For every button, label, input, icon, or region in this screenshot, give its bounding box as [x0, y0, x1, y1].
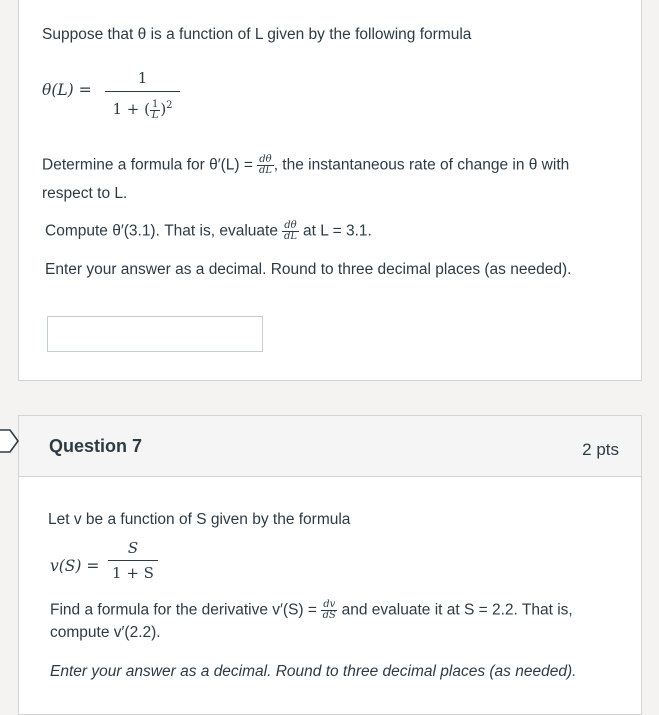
- q6-inner-den: L: [151, 109, 159, 121]
- q6-exponent: 2: [166, 100, 173, 111]
- q6-compute-line: [45, 221, 372, 242]
- q6-determine-frac-num: dθ: [259, 154, 272, 165]
- q6-compute-frac-den: dL: [283, 231, 297, 242]
- q6-inner-frac: [150, 100, 160, 121]
- q7-instruction: Enter your answer as a decimal. Round to three decimal places (as needed).: [50, 663, 577, 680]
- q7-find-line2: compute v′(2.2).: [50, 624, 161, 641]
- q6-denom-prefix: 1 + (: [112, 100, 150, 118]
- q7-find-frac: [321, 600, 337, 621]
- q6-formula-numerator: 1: [137, 69, 148, 87]
- question-7-header: [19, 416, 641, 477]
- q7-intro: Let v be a function of S given by the formula: [48, 511, 351, 528]
- q7-find-line: [50, 600, 573, 621]
- flag-icon[interactable]: [0, 428, 20, 454]
- question-7-points: 2 pts: [582, 440, 619, 459]
- q6-answer-input[interactable]: [47, 316, 263, 352]
- q7-find-frac-den: dS: [322, 610, 336, 621]
- q6-determine-line: [42, 155, 569, 176]
- q6-instruction: Enter your answer as a decimal. Round to three decimal places (as needed).: [45, 261, 572, 278]
- q6-compute-text-a: Compute θ′(3.1). That is, evaluate: [45, 222, 278, 240]
- q6-determine-frac: [257, 155, 273, 176]
- q6-determine-text-a: Determine a formula for θ′(L) =: [42, 156, 253, 174]
- q6-intro: Suppose that θ is a function of L given by the following formula: [42, 26, 472, 43]
- q6-fraction-bar: [105, 91, 180, 92]
- q6-inner-num: 1: [151, 98, 159, 110]
- q6-compute-frac: [282, 221, 298, 242]
- q7-find-text-a: Find a formula for the derivative v′(S) =: [50, 601, 317, 619]
- question-7-title: Question 7: [49, 436, 143, 456]
- q7-formula-denominator: 1 + S: [112, 564, 154, 582]
- q7-formula-fraction: [108, 538, 158, 583]
- q6-determine-line2: respect to L.: [42, 185, 128, 202]
- q6-determine-frac-den: dL: [258, 165, 272, 176]
- q6-denom-suffix: ): [160, 100, 167, 118]
- q7-find-frac-num: dv: [323, 599, 336, 610]
- q7-find-text-b: and evaluate it at S = 2.2. That is,: [341, 601, 573, 619]
- q7-formula-numerator: S: [127, 539, 139, 557]
- q7-formula-lhs-text: v(S) =: [50, 557, 100, 575]
- q6-compute-frac-num: dθ: [284, 220, 297, 231]
- q6-formula-fraction: [105, 68, 180, 121]
- q6-formula-lhs: θ(L) =: [42, 81, 92, 99]
- q7-fraction-bar: [108, 560, 158, 561]
- q6-formula-denominator: [105, 96, 180, 121]
- q6-formula: [42, 80, 92, 101]
- q6-determine-text-b: , the instantaneous rate of change in θ with: [273, 156, 570, 174]
- q7-formula-lhs: [50, 556, 99, 577]
- q6-compute-text-b: at L = 3.1.: [303, 222, 372, 240]
